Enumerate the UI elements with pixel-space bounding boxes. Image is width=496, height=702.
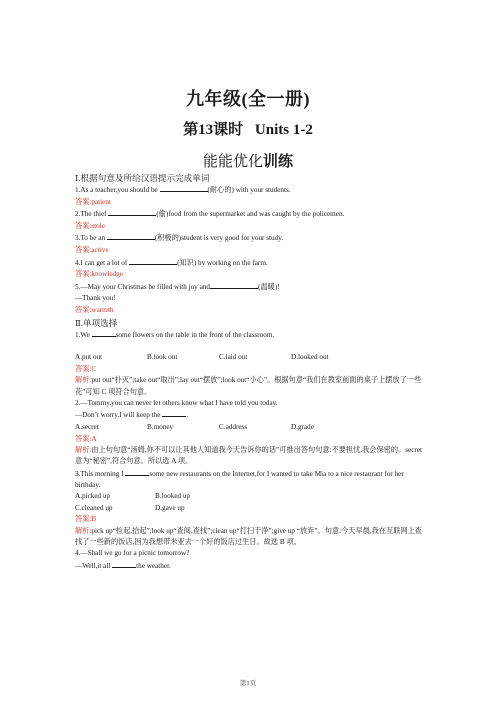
s1-answer-3: 答案:active [75,245,109,254]
s2-options-3 [75,491,425,503]
lesson-title [0,118,496,139]
option-c[interactable]: C.cleaned up [75,503,113,512]
q-text: the weather. [136,561,171,570]
s2-explanation-3 [75,526,425,548]
q-text: 2.The thief [75,210,109,219]
q-text: —Well,it all [75,561,113,570]
s2-question-4-reply [75,560,425,573]
units-label: Units 1-2 [254,122,313,138]
page-number: 第1页 [239,680,257,687]
s1-answer-5: 答案:warmth [75,305,114,314]
answer-blank[interactable] [125,468,149,476]
s2-question-1 [75,329,425,342]
q-text: (积极的)student is very good for your study. [154,234,284,243]
q-text: 4.I can get a lot of [75,258,130,267]
q-text: (偷)food from the supermarket and was caught by the policemen. [156,210,345,219]
explanation-label: 解析: [75,526,92,535]
q-text: 3.This morning I [75,469,126,478]
q-text: some new restaurants on the Internet,for I wanted to take Mia to a nice restaurant for her birthday. [75,469,404,489]
answer-blank[interactable] [107,232,155,240]
subtitle-bold: 训练 [263,154,294,170]
s1-answer-4: 答案:knowledge [75,270,123,279]
spacer [75,341,425,352]
option-a[interactable]: A.picked up [75,491,111,500]
option-d[interactable]: D.gave up [155,503,185,512]
q-text: 1.As a teacher,you should be [75,186,160,194]
subtitle-prefix: 能能优化 [202,154,263,170]
q-text: . [186,411,189,420]
s1-answer-1: 答案:patient [75,197,111,206]
exercise-content [75,172,425,572]
option-b[interactable]: B.looked up [155,491,191,500]
s2-explanation-2 [75,445,425,467]
explanation-text: put out“扑灭”;take out“取出”;lay out“摆放”;look out“小心”。根据句意“我们在教室前面的桌子上摆放了一些花”可知 C 项符合句意。 [75,376,422,396]
s1-question-2 [75,208,425,221]
q-text: —Don’t worry.I will keep the [75,411,163,420]
q-text: 1.We [75,330,92,339]
q-text: (温暖)! [257,282,280,291]
s2-question-2-reply [75,409,425,422]
q-text: 3.To be an [75,234,107,243]
s2-question-3 [75,468,425,491]
option-d[interactable]: D.looked out [291,353,329,362]
s1-answer-2: 答案:stole [75,221,105,230]
page-title: 九年级(全一册) [186,89,310,109]
option-a[interactable]: A.put out [75,353,103,362]
q-text: 5.—May your Christmas be filled with joy and [75,282,210,291]
option-b[interactable]: B.took out [147,353,178,362]
answer-blank[interactable] [210,281,258,289]
s2-answer-3: 答案:B [75,515,97,524]
lesson-label: 第13课时 [183,122,244,138]
section1-heading: Ⅰ.根据句意及所给汉语提示完成单词 [75,173,210,183]
option-d[interactable]: D.grade [291,422,314,431]
s2-answer-1: 答案:C [75,364,97,373]
q-text: (知识) by working on the farm. [177,258,268,267]
q-text: (耐心的) with your students. [207,186,291,194]
answer-blank[interactable] [108,208,156,216]
training-subtitle [0,150,496,171]
explanation-label: 解析: [75,376,92,385]
answer-blank[interactable] [92,329,116,337]
s2-answer-2: 答案:A [75,434,97,443]
s2-question-4: 4.—Shall we go for a picnic tomorrow? [75,549,190,558]
answer-blank[interactable] [129,257,177,265]
s2-question-2: 2.—Tommy,you can never let others know what I have told you today. [75,398,278,407]
s2-explanation-1 [75,375,425,397]
option-b[interactable]: B.money [147,422,174,431]
answer-blank[interactable] [112,560,136,568]
s2-options-1 [75,352,425,364]
answer-blank[interactable] [162,409,189,420]
answer-blank[interactable] [160,184,208,192]
s1-question-4 [75,257,425,270]
option-c[interactable]: C.laid out [219,353,248,362]
s1-question-1 [75,184,425,197]
explanation-text: pick up“捡起,拾起”;look up“查阅,查找”;clean up“打扫干净”;give up “放弃”。句意:今天早晨,我在互联网上查找了一些新的饭店,因为我想带米亚去一个好的饭店过生日。故选 B 项。 [75,526,422,546]
explanation-text: 由上句句意“汤姆,你不可以让其他人知道我今天告诉你的话”可推出答句句意:不要担忧,我会保密的。secret 意为“秘密”,符合句意。所以选 A 项。 [75,446,422,466]
s1-question-5-reply: —Thank you! [75,294,116,303]
q-text: some flowers on the table in the front of the classroom. [115,330,275,339]
option-a[interactable]: A.secret [75,422,99,431]
section2-heading: Ⅱ.单项选择 [75,317,118,328]
explanation-label: 解析: [75,446,92,455]
option-c[interactable]: C.address [219,422,248,431]
s1-question-3 [75,232,425,245]
s1-question-5 [75,281,425,294]
s2-options-3b [75,503,425,515]
s2-options-2 [75,422,425,434]
